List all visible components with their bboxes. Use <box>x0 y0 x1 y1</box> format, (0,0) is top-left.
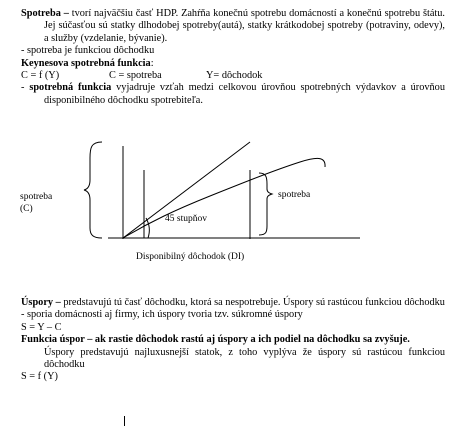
savings-definition-text: predstavujú tú časť dôchodku, ktorá sa nespotrebuje. Úspory sú rastúcou funkciou dôchodku <box>60 297 445 308</box>
consumption-function-term: spotrebná funkcia <box>29 82 112 94</box>
consumption-function-text: vyjadruje vzťah medzi celkovou úrovňou spotrebných výdavkov a úrovňou disponibilného dôchodku spotrebiteľa. <box>44 82 445 106</box>
left-brace <box>84 142 102 238</box>
angle-arc <box>146 218 149 238</box>
right-brace-label: spotreba <box>278 190 311 200</box>
income-symbol-definition: Y= dôchodok <box>206 70 263 82</box>
x-axis-label: Disponibilný dôchodok (DI) <box>136 252 245 262</box>
keynes-heading: Keynesova spotrebná funkcia <box>21 57 151 69</box>
savings-section <box>21 297 445 384</box>
y-axis-label-line1: spotreba <box>20 192 53 202</box>
consumption-symbol-definition: C = spotreba <box>109 70 162 82</box>
consumption-term: Spotreba – <box>21 8 69 19</box>
right-brace <box>259 173 272 235</box>
consumption-formula: C = f (Y) <box>21 70 60 82</box>
consumption-bullet: - spotreba je funkciou dôchodku <box>21 45 155 57</box>
angle-label: 45 stupňov <box>165 214 207 224</box>
savings-function-bold-text: ak rastie dôchodok rastú aj úspory a ich podiel na dôchodku sa zvyšuje. <box>92 334 410 346</box>
savings-function-line <box>21 334 445 346</box>
savings-bullet: - sporia domácnosti aj firmy, ich úspory tvoria tzv. súkromné úspory <box>21 309 303 321</box>
savings-formula: S = Y – C <box>21 321 62 333</box>
savings-term: Úspory – <box>21 297 61 308</box>
text-cursor <box>124 416 125 426</box>
savings-function-formula: S = f (Y) <box>21 371 58 383</box>
savings-definition <box>21 297 445 309</box>
consumption-definition-text: tvorí najväčšiu časť HDP. Zahŕňa konečnú spotrebu domácností a konečnú spotrebu štátu. Jej súčasťou sú statky dlhodobej spotreby(autá), statky krátkodobej spotreby (potraviny, odevy), a služby (vzdelanie, bývanie). <box>44 8 445 44</box>
savings-luxury-text: Úspory predstavujú najluxusnejší statok, z toho vyplýva že úspory sú rastúcou funkciou dôchodku <box>44 346 445 371</box>
y-axis-label-line2: (C) <box>20 204 33 214</box>
savings-function-term: Funkcia úspor – <box>21 334 93 346</box>
bullet-dash: - <box>21 82 30 94</box>
keynes-heading-colon: : <box>150 57 154 69</box>
